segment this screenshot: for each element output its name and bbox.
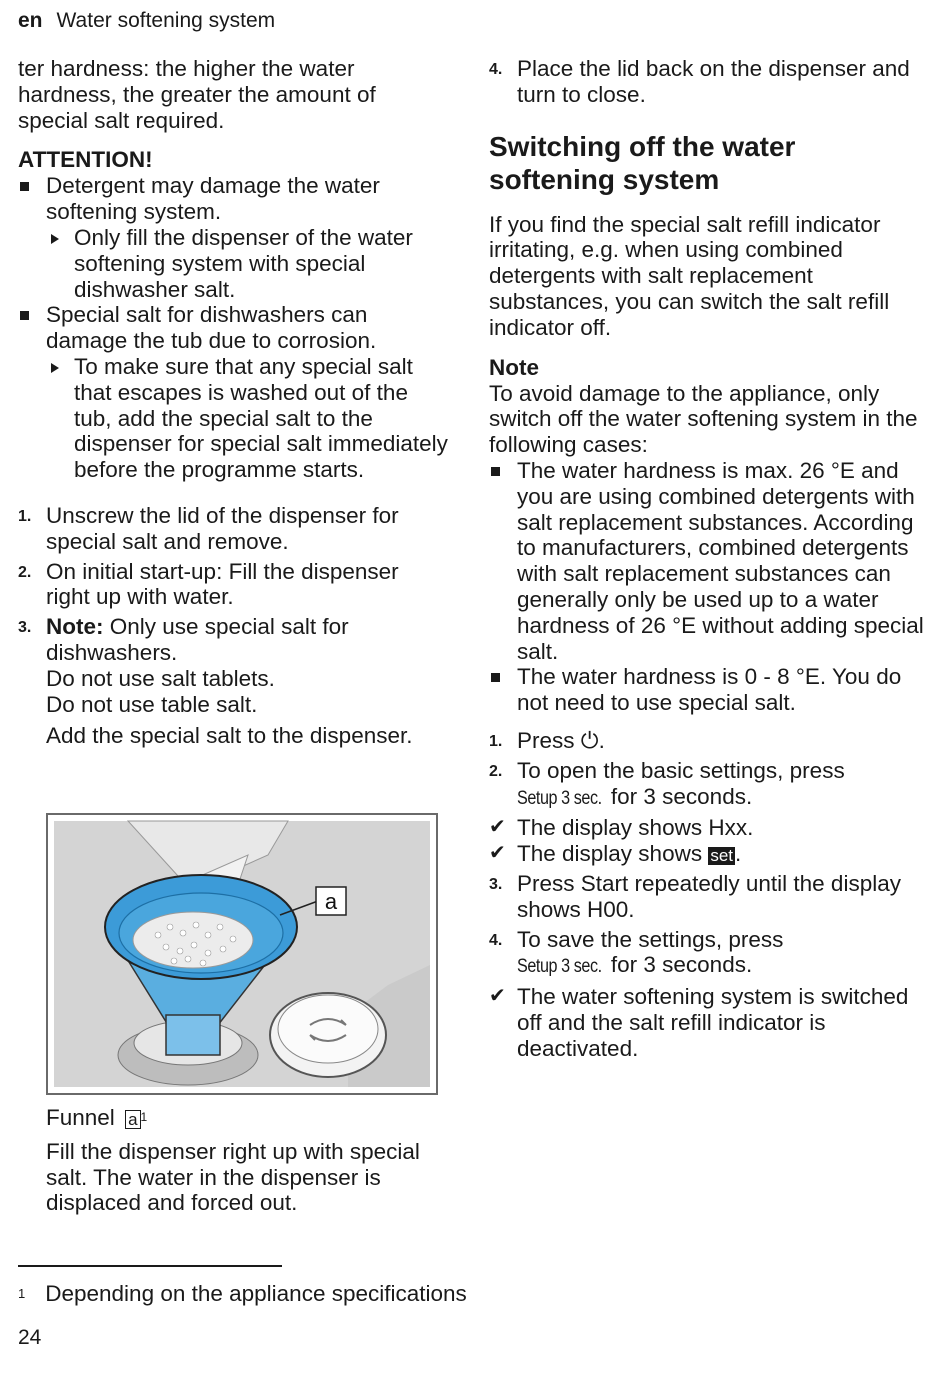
setup-button-label: Setup 3 sec. <box>517 956 602 978</box>
case-bullet-1: The water hardness is max. 26 °E and you are using combined detergents with salt replacement substances. According to manufacturers, combined detergents with salt replacement substances can generally only be used up to a water hardness of 26 °E without adding special salt. <box>489 458 929 664</box>
switch-step-2: 2. To open the basic settings, press Setup 3 sec. for 3 seconds. <box>489 758 929 812</box>
result-1: ✔ The display shows Hxx. <box>489 815 754 841</box>
page-number: 24 <box>18 1326 42 1349</box>
section-title: Water softening system <box>56 9 276 32</box>
start-button-label: Start <box>580 870 629 896</box>
result-2: ✔ The display shows set. <box>489 841 742 867</box>
figure-caption: Funnel a $^1$ Fill the dispenser right up with special salt. The water in the dispenser is displaced and forced out. <box>46 1105 446 1216</box>
display-set-indicator: set <box>710 846 734 866</box>
power-icon: ⏻ <box>580 727 599 753</box>
right-column <box>489 56 929 1062</box>
arrow-right-icon <box>51 234 59 244</box>
step-4: 4. Place the lid back on the dispenser and turn to close. <box>489 56 910 107</box>
switch-off-intro: If you find the special salt refill indicator irritating, e.g. when using combined detergents with salt replacement substances, you can switch the salt refill indicator off. <box>489 211 890 340</box>
footnote: $^1$ Depending on the appliance specifications <box>18 1281 467 1306</box>
switch-step-1: 1. Press ⏻. <box>489 727 605 753</box>
funnel-illustration <box>46 813 438 1095</box>
callout-box-label: a <box>125 1110 140 1129</box>
fill-instructions: Fill the dispenser right up with special salt. The water in the dispenser is displaced and forced out. <box>46 1138 420 1216</box>
result-3: ✔ The water softening system is switched off and the salt refill indicator is deactivated. <box>489 984 909 1061</box>
attention-heading: ATTENTION! <box>18 147 153 173</box>
funnel-callout-label: a <box>324 889 338 914</box>
section-heading: Switching off the water softening system <box>489 130 796 195</box>
intro-paragraph: ter hardness: the higher the water hardness, the greater the amount of special salt required. <box>18 56 376 133</box>
language-code: en <box>18 9 43 32</box>
step-2: 2. On initial start-up: Fill the dispenser right up with water. <box>18 558 399 610</box>
note-heading: Note <box>489 354 539 380</box>
note-text: To avoid damage to the appliance, only switch off the water softening system in the following cases: <box>489 380 918 458</box>
case-bullet-2: The water hardness is 0 - 8 °E. You do not need to use special salt. <box>489 664 929 716</box>
check-icon: ✔ <box>489 842 506 865</box>
step-3: 3. Note: Only use special salt for dishwashers. Do not use salt tablets. Do not use table salt. Add the special salt to the dispenser. <box>18 614 413 749</box>
switch-step-3: 3. Press Start repeatedly until the display shows H00. <box>489 870 901 922</box>
page-header <box>18 8 275 34</box>
warning-bullet-1: Detergent may damage the water softening system. <box>18 173 448 225</box>
bullet-square-icon <box>20 182 29 191</box>
check-icon: ✔ <box>489 985 506 1008</box>
bullet-square-icon <box>491 673 500 682</box>
switch-step-4: 4. To save the settings, press Setup 3 sec. for 3 seconds. <box>489 927 929 981</box>
funnel-image <box>48 815 436 1093</box>
check-icon: ✔ <box>489 816 506 839</box>
warning-bullet-2: Special salt for dishwashers can damage the tub due to corrosion. <box>18 302 448 354</box>
warning-action-1: Only fill the dispenser of the water softening system with special dishwasher salt. <box>46 225 448 302</box>
bullet-square-icon <box>491 467 500 476</box>
left-column <box>18 56 448 749</box>
warning-action-2: To make sure that any special salt that escapes is washed out of the tub, add the special salt to the dispenser for special salt immediately before the programme starts. <box>46 354 448 483</box>
arrow-right-icon <box>51 363 59 373</box>
bullet-square-icon <box>20 311 29 320</box>
step-1: 1. Unscrew the lid of the dispenser for special salt and remove. <box>18 502 399 554</box>
setup-button-label: Setup 3 sec. <box>517 787 602 809</box>
footnote-divider <box>18 1265 282 1267</box>
